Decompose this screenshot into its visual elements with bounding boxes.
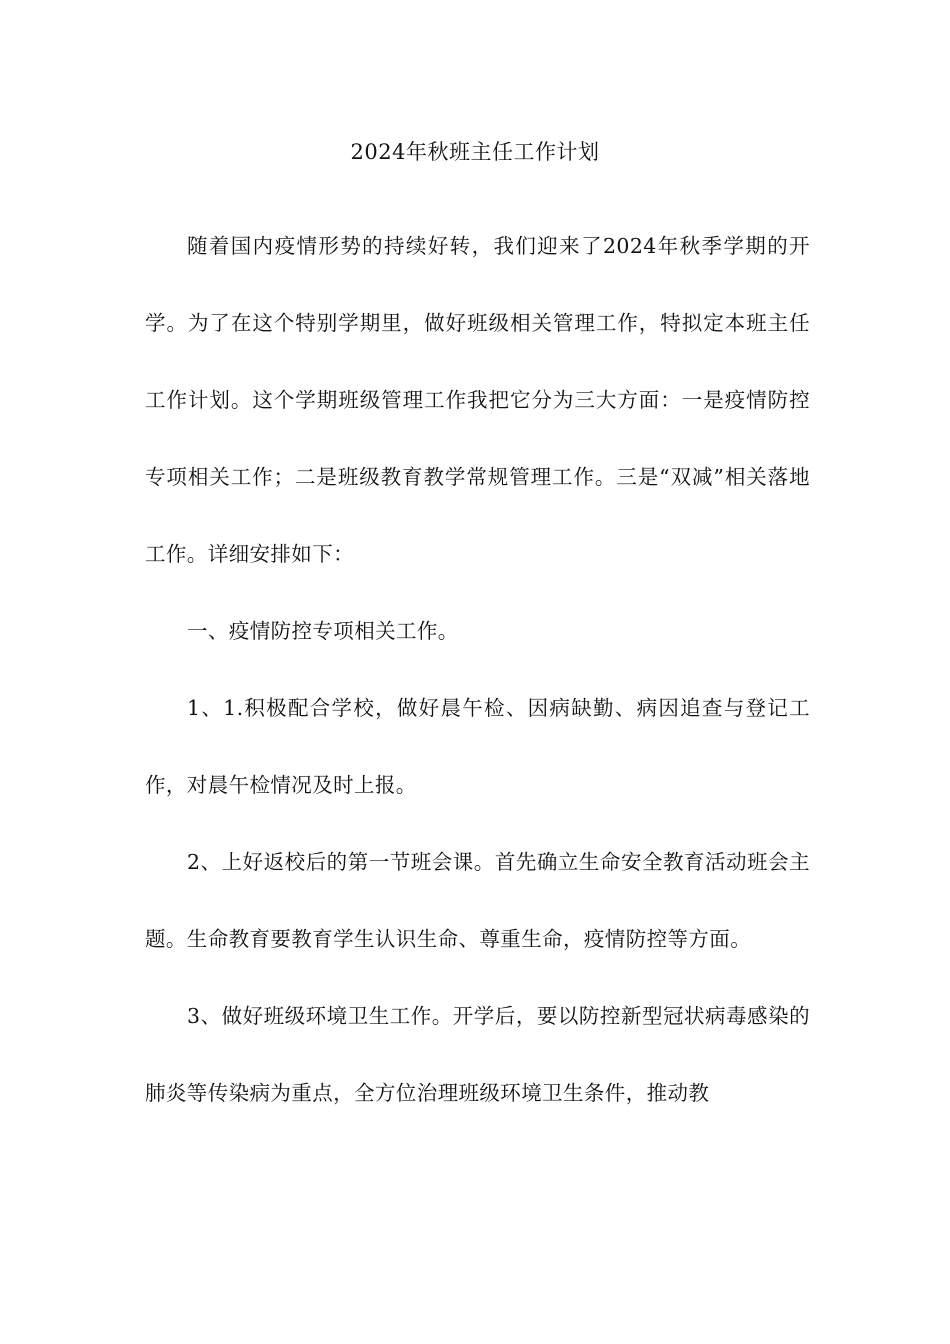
document-body [145, 208, 810, 1132]
item-paragraph-3: 3、做好班级环境卫生工作。开学后，要以防控新型冠状病毒感染的肺炎等传染病为重点，全方位治理班级环境卫生条件，推动教 [145, 1004, 810, 1105]
section-heading-epidemic: 一、疫情防控专项相关工作。 [187, 619, 459, 643]
document-title: 2024年秋班主任工作计划 [350, 140, 600, 164]
intro-paragraph: 随着国内疫情形势的持续好转，我们迎来了2024年秋季学期的开学。为了在这个特别学期里，做好班级相关管理工作，特拟定本班主任工作计划。这个学期班级管理工作我把它分为三大方面：一是疫情防控专项相关工作；二是班级教育教学常规管理工作。三是“双减”相关落地工作。详细安排如下： [145, 234, 810, 566]
item-paragraph-1: 1、1.积极配合学校，做好晨午检、因病缺勤、病因追查与登记工作，对晨午检情况及时上报。 [145, 696, 810, 797]
item-paragraph-2: 2、上好返校后的第一节班会课。首先确立生命安全教育活动班会主题。生命教育要教育学生认识生命、尊重生命，疫情防控等方面。 [145, 850, 810, 951]
